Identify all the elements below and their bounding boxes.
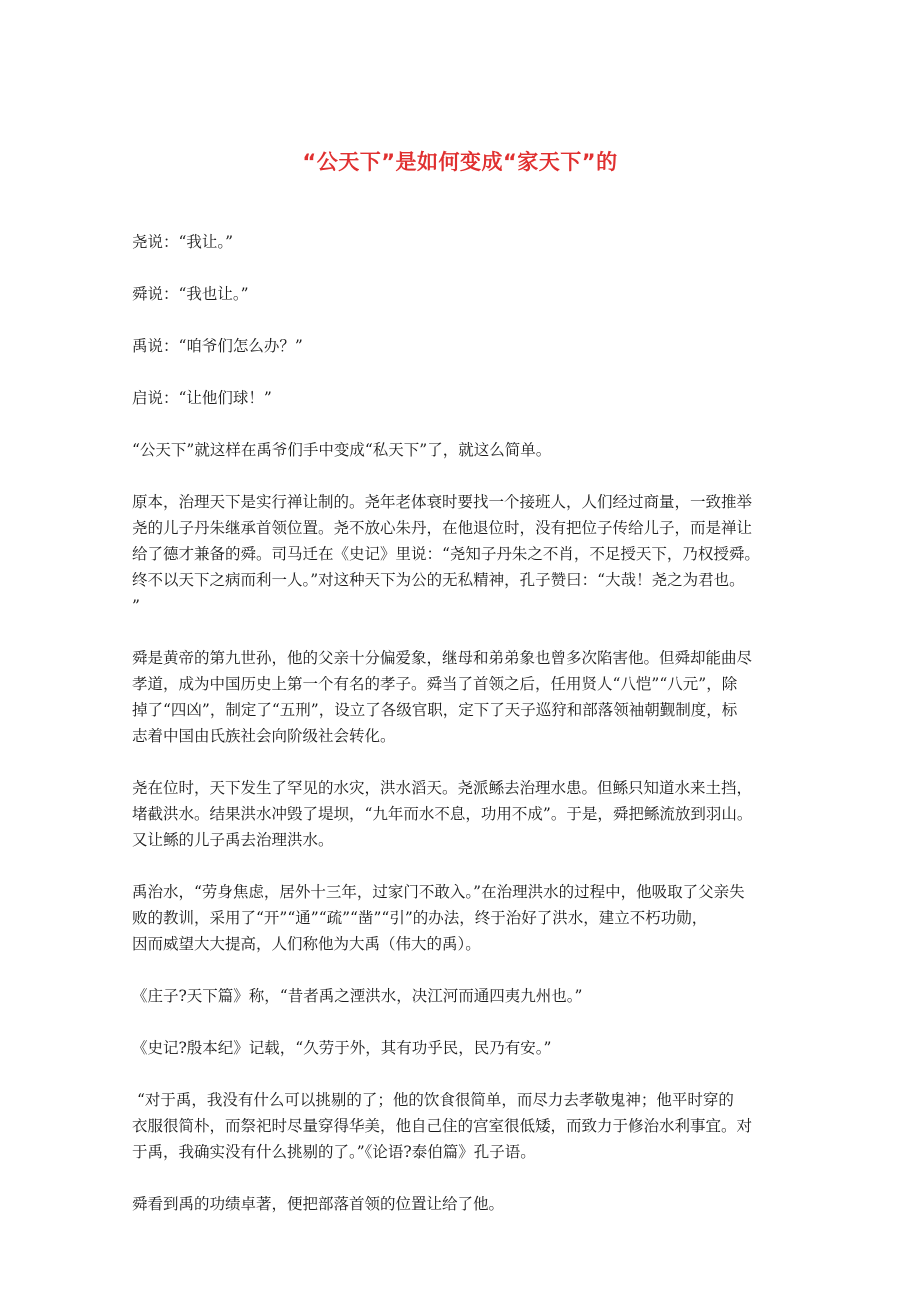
paragraph: 原本，治理天下是实行禅让制的。尧年老体衰时要找一个接班人，人们经过商量，一致推举 尧的儿子丹朱继承首领位置。尧不放心朱丹，在他退位时，没有把位子传给儿子，而是禅让 给了德才兼备的舜。司马迁在《史记》里说：“尧知子丹朱之不肖，不足授天下，乃权授舜。 终不以天下之病而利一人。”对这种天下为公的无私精神，孔子赞曰：“大哉！尧之为君也。 ” [132, 493, 760, 615]
paragraph: 尧说：“我让。” [132, 233, 234, 251]
paragraph: “对于禹，我没有什么可以挑剔的了；他的饮食很简单，而尽力去孝敬鬼神；他平时穿的 衣服很简朴，而祭祀时尽量穿得华美，他自己住的宫室很低矮，而致力于修治水利事宜。对 于禹，我确实没有什么挑剔的了。”《论语?泰伯篇》孔子语。 [132, 1091, 753, 1161]
paragraph: 尧在位时，天下发生了罕见的水灾，洪水滔天。尧派鲧去治理水患。但鲧只知道水来土挡， 堵截洪水。结果洪水冲毁了堤坝，“九年而水不息，功用不成”。于是，舜把鲧流放到羽山。 又让鲧的儿子禹去治理洪水。 [132, 779, 753, 849]
paragraph: 禹说：“咱爷们怎么办？” [132, 337, 303, 355]
paragraph: 舜看到禹的功绩卓著，便把部落首领的位置让给了他。 [132, 1195, 505, 1213]
paragraph: 《史记?殷本纪》记载，“久劳于外，其有功乎民，民乃有安。” [132, 1039, 552, 1057]
paragraph: 启说：“让他们球！” [132, 389, 272, 407]
paragraph: “公天下”就这样在禹爷们手中变成“私天下”了，就这么简单。 [132, 441, 552, 459]
paragraph: 禹治水，“劳身焦虑，居外十三年，过家门不敢入。”在治理洪水的过程中，他吸取了父亲失 败的教训，采用了“开”“通”“疏”“凿”“引”的办法，终于治好了洪水，建立不朽功勋， 因而威望大大提高，人们称他为大禹（伟大的禹）。 [132, 883, 745, 953]
paragraph: 《庄子?天下篇》称，“昔者禹之湮洪水，决江河而通四夷九州也。” [132, 987, 583, 1005]
page-title: “公天下”是如何变成“家天下”的 [302, 150, 618, 174]
article-body [132, 229, 788, 1243]
paragraph: 舜说：“我也让。” [132, 285, 249, 303]
paragraph: 舜是黄帝的第九世孙，他的父亲十分偏爱象，继母和弟弟象也曾多次陷害他。但舜却能曲尽 孝道，成为中国历史上第一个有名的孝子。舜当了首领之后，任用贤人“八恺”“八元”，除 掉了“四凶”，制定了“五刑”，设立了各级官职，定下了天子巡狩和部落领袖朝觐制度，标 志着中国由氏族社会向阶级社会转化。 [132, 649, 753, 745]
